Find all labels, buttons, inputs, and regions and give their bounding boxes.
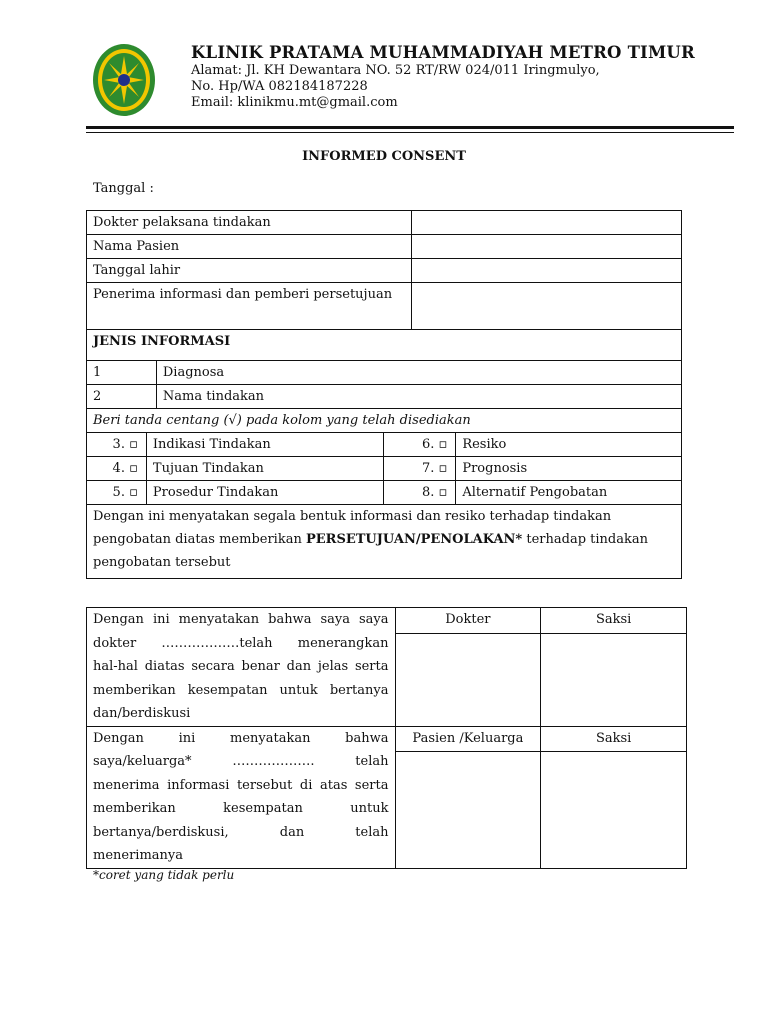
statement-line: hal-hal diatas secara benar dan jelas serta	[93, 659, 389, 674]
statement-line: bertanya/berdiskusi, dan telah	[93, 824, 389, 840]
checkbox-row	[87, 481, 682, 505]
statement-row	[87, 505, 682, 579]
info-heading: JENIS INFORMASI	[93, 334, 231, 349]
muhammadiyah-logo-icon	[92, 42, 156, 118]
patient-signature-box[interactable]	[395, 751, 541, 868]
statement-line: memberikan kesempatan untuk bertanya	[93, 682, 389, 698]
checkbox-label: Prosedur Tindakan	[146, 481, 384, 505]
footnote-star: *	[93, 868, 99, 882]
statement-line: menerima informasi tersebut di atas serta	[93, 777, 389, 793]
row-label: Nama tindakan	[156, 385, 681, 409]
statement-line: Dengan ini menyatakan bahwa	[93, 730, 389, 746]
witness-column-header: Saksi	[541, 608, 687, 634]
patient-header-row	[87, 726, 687, 751]
clinic-phone: No. Hp/WA 082184187228	[191, 79, 368, 94]
signature-table	[86, 607, 687, 869]
numbered-row	[87, 385, 682, 409]
checkbox-row	[87, 457, 682, 481]
statement-line: menerimanya	[93, 848, 184, 863]
identity-row	[87, 259, 682, 283]
witness-column-header: Saksi	[541, 726, 687, 751]
doctor-signature-box[interactable]	[395, 633, 541, 726]
identity-label: Tanggal lahir	[87, 259, 412, 283]
doctor-column-header: Dokter	[395, 608, 541, 634]
checkbox-label: Alternatif Pengobatan	[456, 481, 682, 505]
row-number: 1	[87, 361, 157, 385]
patient-name-field[interactable]	[412, 235, 682, 259]
statement-line: memberikan kesempatan untuk	[93, 801, 389, 816]
statement-line: saya/keluarga* ………………. telah	[93, 754, 389, 769]
statement-text: terhadap tindakan pengobatan tersebut	[93, 532, 648, 570]
clinic-address: Alamat: Jl. KH Dewantara NO. 52 RT/RW 024/011 Iringmulyo,	[191, 63, 600, 78]
checkbox-prognosis[interactable]: 7. ▫	[384, 457, 456, 481]
numbered-row	[87, 361, 682, 385]
witness-signature-box[interactable]	[541, 751, 687, 868]
identity-row	[87, 211, 682, 235]
witness-signature-box[interactable]	[541, 633, 687, 726]
date-label: Tanggal :	[93, 181, 154, 196]
clinic-logo	[92, 42, 156, 118]
checkbox-resiko[interactable]: 6. ▫	[384, 433, 456, 457]
clinic-email: Email: klinikmu.mt@gmail.com	[191, 95, 398, 110]
row-label: Diagnosa	[156, 361, 681, 385]
patient-statement	[87, 726, 396, 868]
checkbox-label: Tujuan Tindakan	[146, 457, 384, 481]
consent-statement	[87, 505, 682, 579]
footnote-text: coret yang tidak perlu	[99, 868, 235, 882]
footnote	[93, 868, 234, 882]
checkbox-row	[87, 433, 682, 457]
document-title: INFORMED CONSENT	[302, 149, 466, 164]
patient-column-header: Pasien /Keluarga	[395, 726, 541, 751]
row-number: 2	[87, 385, 157, 409]
instruction-text: Beri tanda centang (√) pada kolom yang telah disediakan	[87, 409, 682, 433]
statement-text: Dengan ini menyatakan segala bentuk informasi dan resiko terhadap tindakan pengobatan diatas memberikan	[93, 509, 612, 547]
info-heading-row	[87, 330, 682, 361]
consent-info-table	[86, 210, 682, 579]
identity-label: Penerima informasi dan pemberi persetujuan	[87, 283, 412, 330]
checkbox-alternatif[interactable]: 8. ▫	[384, 481, 456, 505]
recipient-field[interactable]	[412, 283, 682, 330]
identity-row	[87, 235, 682, 259]
identity-row	[87, 283, 682, 330]
checkbox-label: Prognosis	[456, 457, 682, 481]
identity-label: Nama Pasien	[87, 235, 412, 259]
statement-line: dokter ………………telah menerangkan	[93, 635, 389, 651]
checkbox-tujuan[interactable]: 4. ▫	[87, 457, 147, 481]
doctor-field[interactable]	[412, 211, 682, 235]
header-divider-thin	[86, 132, 734, 133]
consent-choice: PERSETUJUAN/PENOLAKAN*	[305, 532, 523, 547]
checkbox-indikasi[interactable]: 3. ▫	[87, 433, 147, 457]
checkbox-label: Resiko	[456, 433, 682, 457]
checkbox-label: Indikasi Tindakan	[146, 433, 384, 457]
identity-label: Dokter pelaksana tindakan	[87, 211, 412, 235]
header-divider-thick	[86, 126, 734, 129]
clinic-name: KLINIK PRATAMA MUHAMMADIYAH METRO TIMUR	[191, 43, 695, 62]
birth-date-field[interactable]	[412, 259, 682, 283]
statement-line: dan/berdiskusi	[93, 706, 191, 721]
instruction-row	[87, 409, 682, 433]
doctor-header-row	[87, 608, 687, 634]
doctor-statement	[87, 608, 396, 727]
statement-line: Dengan ini menyatakan bahwa saya saya	[93, 612, 389, 627]
checkbox-prosedur[interactable]: 5. ▫	[87, 481, 147, 505]
